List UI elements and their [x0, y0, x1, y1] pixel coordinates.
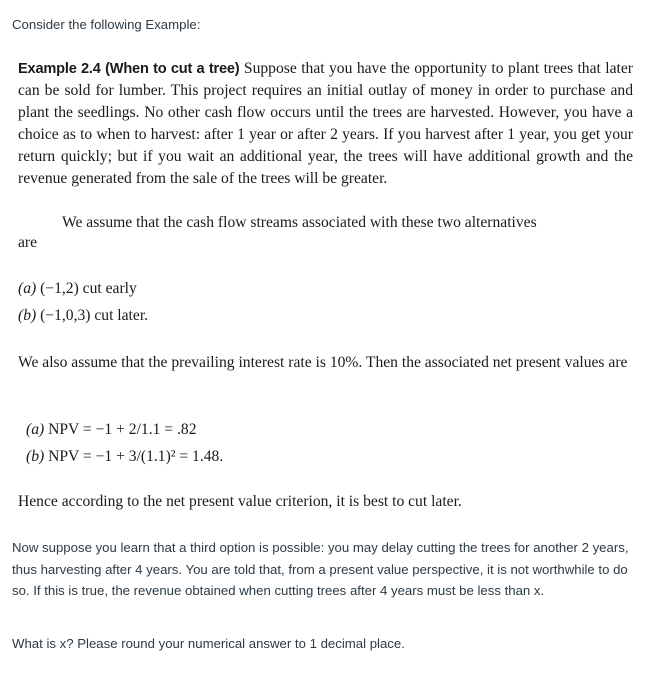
alternative-a	[18, 280, 137, 298]
assumption-line: We assume that the cash flow streams associated with these two alternatives	[62, 214, 537, 231]
example-body: Suppose that you have the opportunity to plant trees that later can be sold for lumber. This project requires an initial outlay of money in order to purchase and plant the seedlings. No other cash flow occurs until the trees are harvested. However, you have a choice as to when to harvest: after 1 year or after 2 years. If you harvest after 1 year, you get your return quickly; but if you wait an additional year, the trees will have additional growth and the revenue generated from the sale of the trees will be greater.	[18, 60, 633, 187]
example-paragraph	[18, 58, 633, 190]
alternative-b-label: (b)	[18, 307, 37, 324]
alternative-a-label: (a)	[18, 280, 37, 297]
alternative-b-text: (−1,0,3) cut later.	[40, 307, 149, 324]
npv-b-text: NPV = −1 + 3/(1.1)² = 1.48.	[48, 448, 224, 465]
intro-text: Consider the following Example:	[12, 17, 201, 32]
conclusion-text: Hence according to the net present value criterion, it is best to cut later.	[18, 493, 462, 510]
npv-a-text: NPV = −1 + 2/1.1 = .82	[48, 421, 197, 438]
npv-b-label: (b)	[26, 448, 45, 465]
alternative-b	[18, 307, 148, 325]
question-ask: What is x? Please round your numerical answer to 1 decimal place.	[12, 636, 405, 651]
interest-rate-paragraph: We also assume that the prevailing interest rate is 10%. Then the associated net present values are	[18, 354, 628, 371]
npv-a-label: (a)	[26, 421, 45, 438]
alternative-a-text: (−1,2) cut early	[40, 280, 137, 297]
npv-b	[26, 448, 223, 466]
npv-a	[26, 421, 197, 439]
assumption-continuation: are	[18, 234, 38, 251]
question-body: Now suppose you learn that a third option is possible: you may delay cutting the trees for another 2 years, thus harvesting after 4 years. You are told that, from a present value perspective, it is not worthwhile to do so. If this is true, the revenue obtained when cutting trees after 4 years must be less than x.	[12, 540, 629, 598]
example-title: Example 2.4 (When to cut a tree)	[18, 61, 240, 77]
